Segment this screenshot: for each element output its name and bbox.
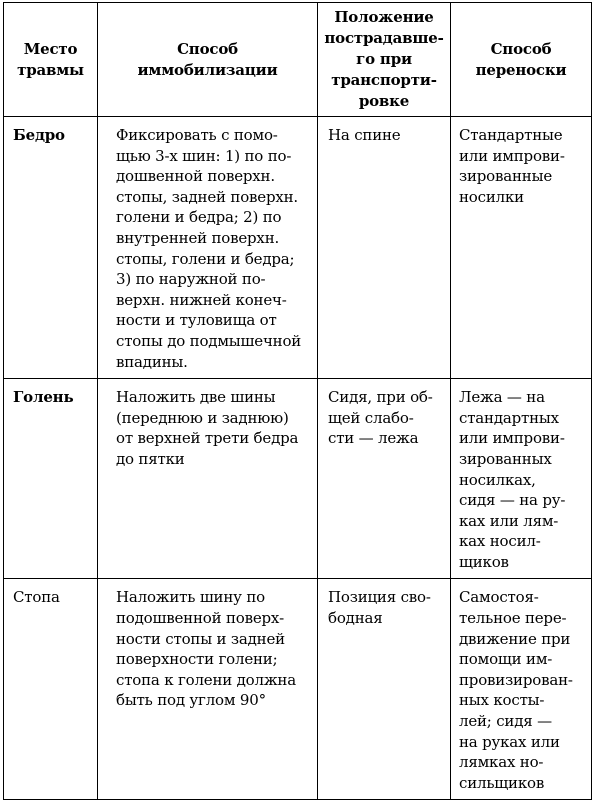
text-line: провизирован- bbox=[459, 670, 573, 689]
text-line: стопы, задней поверхн. bbox=[116, 187, 298, 206]
text-line: или импрови- bbox=[459, 146, 565, 165]
table-row bbox=[4, 579, 592, 800]
header-position-line: транспорти- bbox=[331, 71, 437, 89]
cell-site: Бедро bbox=[4, 117, 98, 379]
text-line: тельное пере- bbox=[459, 609, 567, 628]
text-line: щей слабо- bbox=[328, 408, 414, 427]
text-line: движение при bbox=[459, 629, 571, 648]
text-line: стандартных bbox=[459, 408, 559, 427]
text-line: сти — лежа bbox=[328, 429, 419, 448]
cell-position bbox=[318, 579, 451, 800]
text-line: щиков bbox=[459, 552, 509, 571]
text-line: Позиция сво- bbox=[328, 588, 431, 607]
text-line: лей; сидя — bbox=[459, 712, 552, 731]
text-line: 3) по наружной по- bbox=[116, 270, 266, 289]
header-site-line: травмы bbox=[17, 60, 84, 79]
text-line: сидя — на ру- bbox=[459, 491, 566, 510]
header-carry bbox=[451, 3, 592, 117]
cell-site: Стопа bbox=[4, 579, 98, 800]
table-row bbox=[4, 379, 592, 579]
cell-method bbox=[98, 579, 318, 800]
header-method bbox=[98, 3, 318, 117]
header-position-line: ровке bbox=[358, 92, 410, 110]
text-line: до пятки bbox=[116, 449, 185, 468]
text-line: ных косты- bbox=[459, 691, 545, 710]
text-line: ках носил- bbox=[459, 532, 541, 551]
text-line: ности и туловища от bbox=[116, 311, 277, 330]
cell-method bbox=[98, 117, 318, 379]
text-line: носилки bbox=[459, 187, 524, 206]
text-line: стопы, голени и бедра; bbox=[116, 249, 295, 268]
text-line: ках или лям- bbox=[459, 511, 559, 530]
cell-method bbox=[98, 379, 318, 579]
text-line: помощи им- bbox=[459, 650, 553, 669]
header-method-line: иммобилизации bbox=[137, 60, 278, 79]
text-line: подошвенной поверх- bbox=[116, 609, 285, 628]
text-line: впадины. bbox=[116, 352, 188, 371]
text-line: внутренней поверхн. bbox=[116, 228, 280, 247]
cell-position bbox=[318, 379, 451, 579]
header-position-line: Положение bbox=[334, 8, 434, 26]
cell-carry bbox=[451, 379, 592, 579]
text-line: быть под углом 90° bbox=[116, 691, 266, 710]
cell-carry bbox=[451, 117, 592, 379]
text-line: (переднюю и заднюю) bbox=[116, 408, 289, 427]
text-line: Самостоя- bbox=[459, 588, 539, 607]
cell-site: Голень bbox=[4, 379, 98, 579]
text-line: ности стопы и задней bbox=[116, 629, 285, 648]
text-line: или импрови- bbox=[459, 429, 565, 448]
text-line: На спине bbox=[328, 126, 401, 144]
text-line: бодная bbox=[328, 609, 383, 628]
text-line: щью 3-х шин: 1) по по- bbox=[116, 146, 292, 165]
text-line: зированные bbox=[459, 167, 553, 186]
header-site-line: Место bbox=[23, 39, 78, 58]
text-line: от верхней трети бедра bbox=[116, 429, 299, 448]
text-line: зированных bbox=[459, 449, 552, 468]
header-row bbox=[4, 3, 592, 117]
text-line: дошвенной поверхн. bbox=[116, 167, 275, 186]
text-line: поверхности голени; bbox=[116, 650, 278, 669]
text-line: Наложить шину по bbox=[116, 588, 265, 607]
text-line: Фиксировать с помо- bbox=[116, 126, 278, 144]
immobilization-table bbox=[3, 2, 592, 800]
text-line: стопы до подмышечной bbox=[116, 331, 302, 350]
header-position-line: пострадавше- bbox=[324, 29, 444, 47]
text-line: Лежа — на bbox=[459, 388, 545, 407]
cell-carry bbox=[451, 579, 592, 800]
header-carry-line: переноски bbox=[475, 60, 567, 79]
text-line: голени и бедра; 2) по bbox=[116, 208, 282, 227]
cell-position bbox=[318, 117, 451, 379]
text-line: носилках, bbox=[459, 470, 536, 489]
header-position bbox=[318, 3, 451, 117]
text-line: лямках но- bbox=[459, 753, 544, 772]
text-line: стопа к голени должна bbox=[116, 670, 296, 689]
header-carry-line: Способ bbox=[490, 39, 552, 58]
header-method-line: Способ bbox=[177, 39, 238, 58]
text-line: верхн. нижней конеч- bbox=[116, 290, 287, 309]
table-row bbox=[4, 117, 592, 379]
text-line: Наложить две шины bbox=[116, 388, 276, 407]
text-line: сильщиков bbox=[459, 773, 545, 792]
text-line: Сидя, при об- bbox=[328, 388, 433, 407]
header-position-line: го при bbox=[356, 50, 412, 68]
text-line: Стандартные bbox=[459, 126, 563, 144]
text-line: на руках или bbox=[459, 732, 560, 751]
header-site bbox=[4, 3, 98, 117]
